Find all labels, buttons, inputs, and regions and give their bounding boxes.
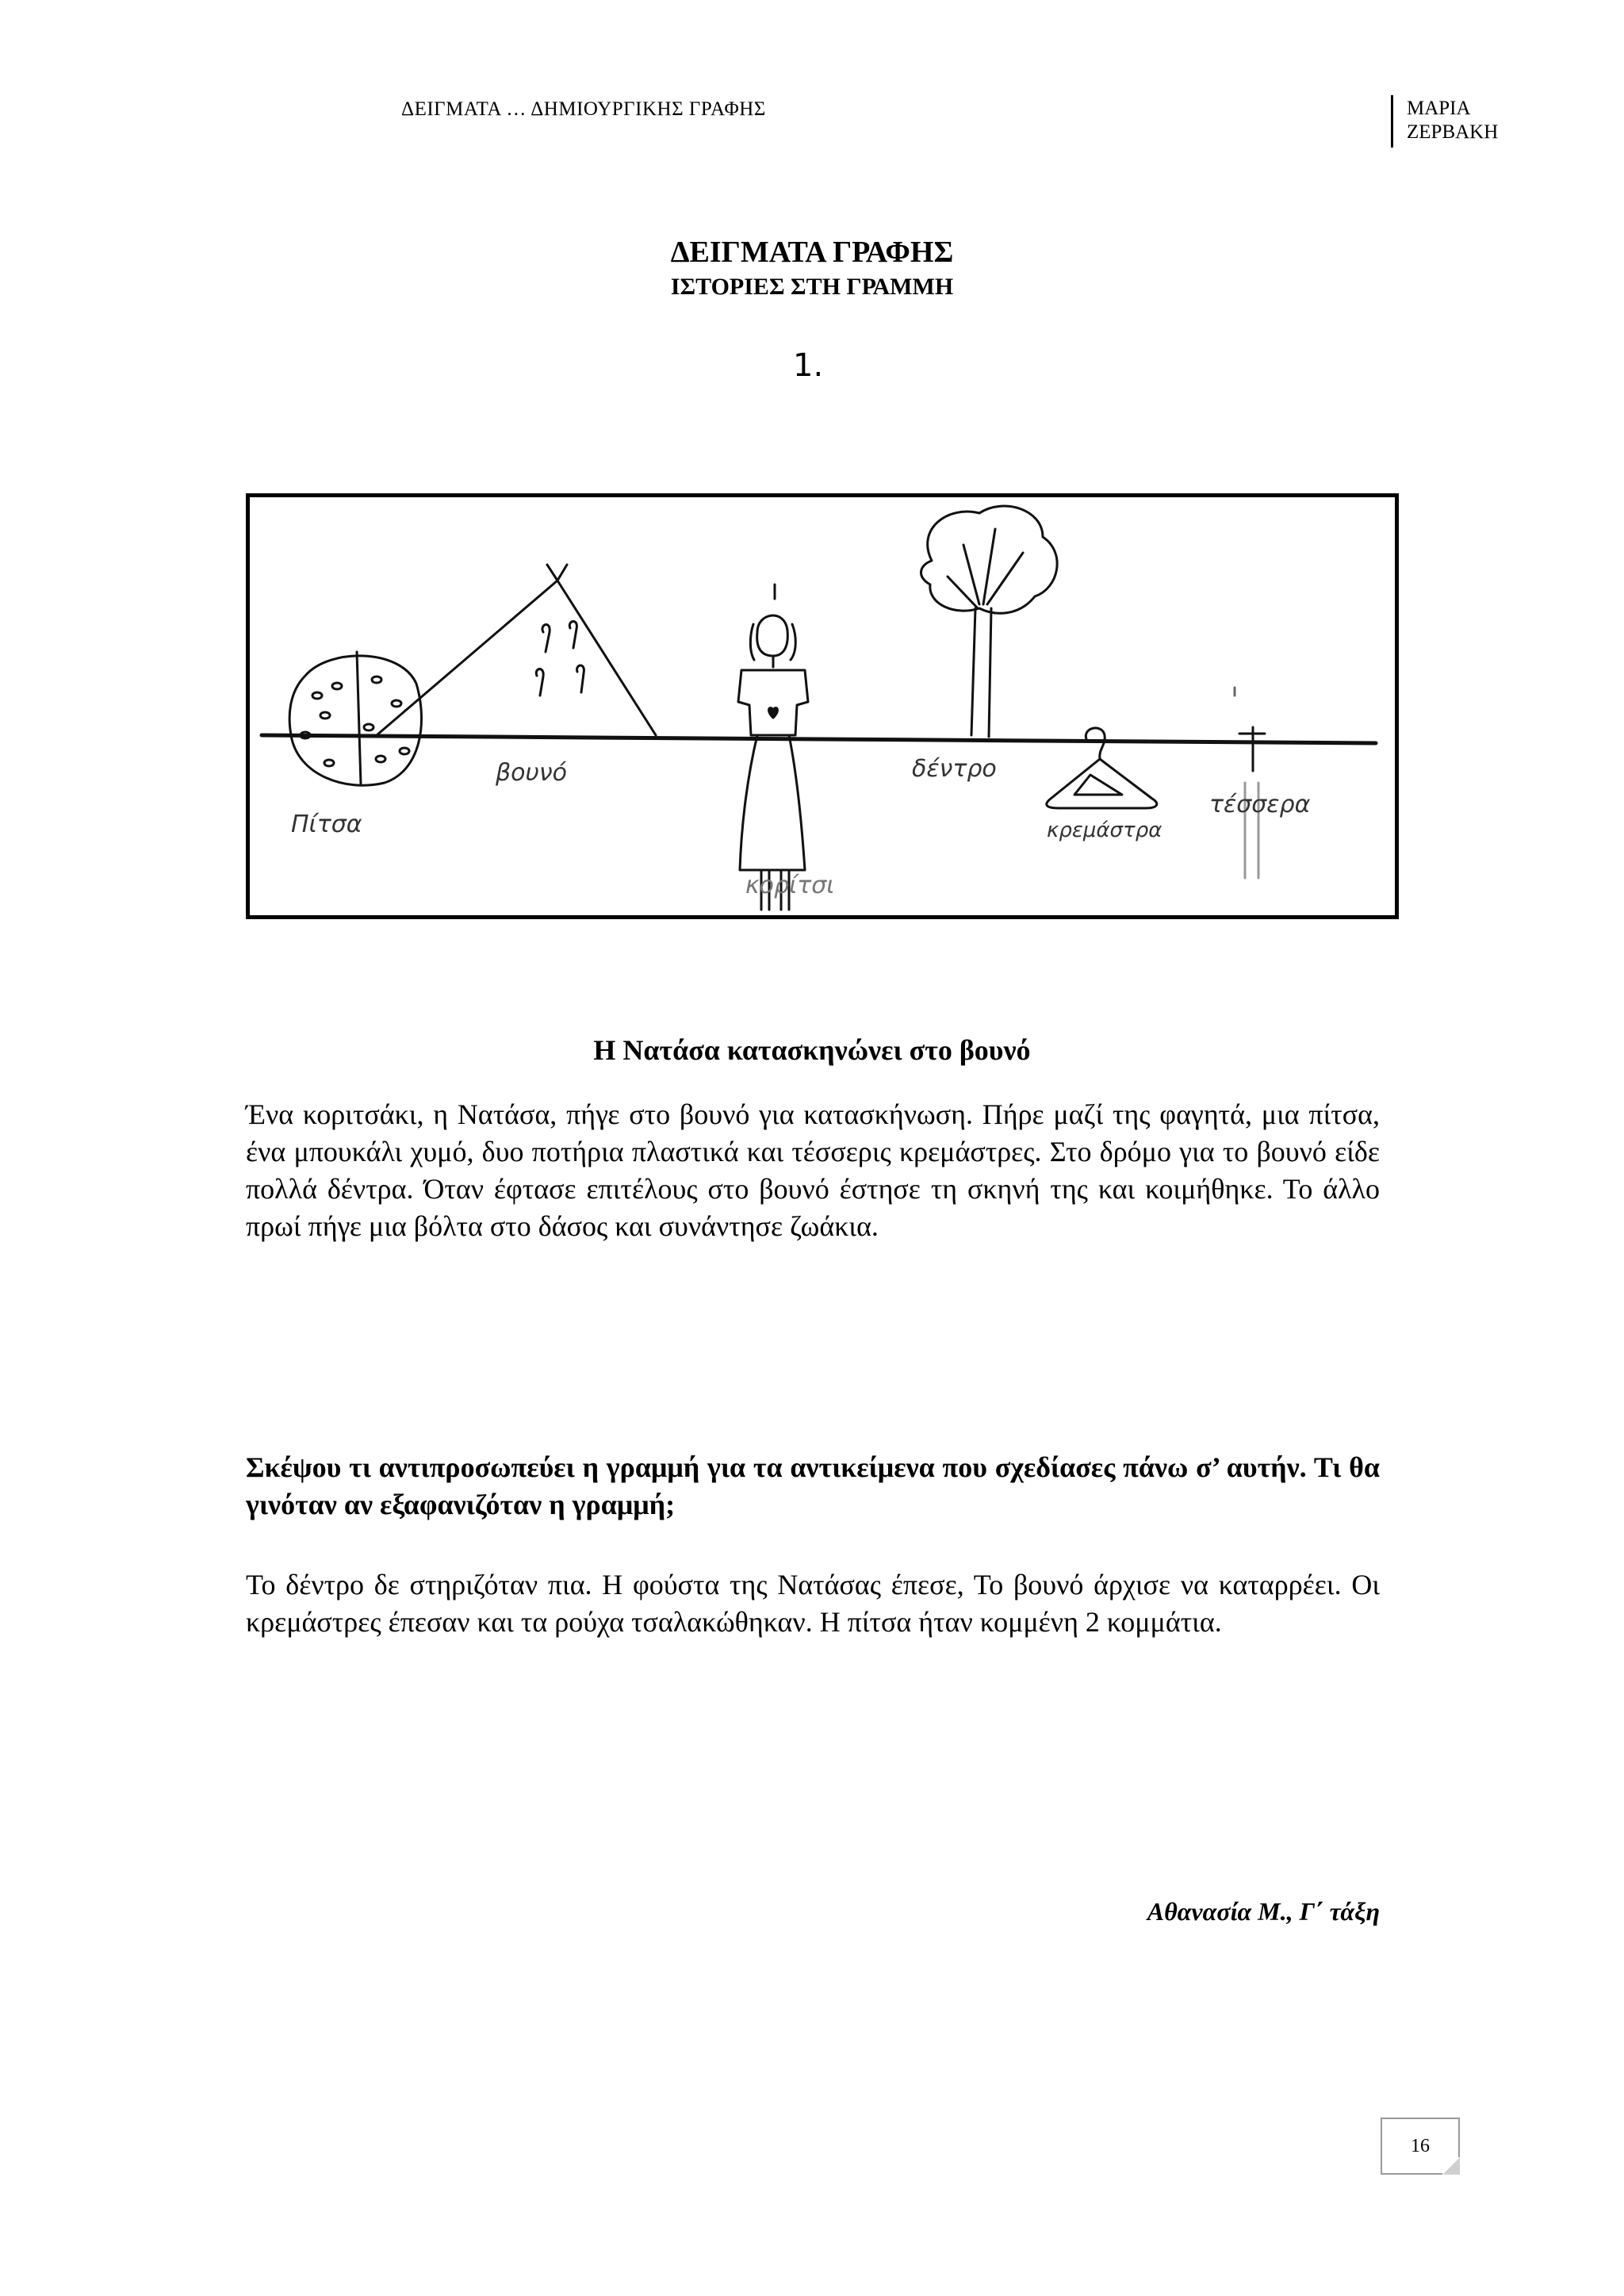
label-pizza: Πίτσα [291, 811, 362, 838]
label-girl: κορίτσι [745, 872, 835, 899]
answer-text: Το δέντρο δε στηριζόταν πια. Η φούστα της Νατάσας έπεσε, Το βουνό άρχισε να καταρρέει. Οι κρεμάστρες έπεσαν και τα ρούχα τσαλακώθηκαν. Η πίτσα ήταν κομμένη 2 κομμάτια. [246, 1569, 1380, 1638]
label-mountain: βουνό [496, 759, 567, 787]
student-signature: Αθανασία Μ., Γ΄ τάξη [1147, 1897, 1380, 1926]
running-header-author [1407, 97, 1498, 144]
girl-sketch [738, 585, 808, 910]
page-subtitle: ΙΣΤΟΡΙΕΣ ΣΤΗ ΓΡΑΜΜΗ [670, 274, 954, 300]
child-drawing [246, 493, 1399, 919]
label-four: τέσσερα [1209, 791, 1311, 818]
running-header-title: ΔΕΙΓΜΑΤΑ … ΔΗΜΙΟΥΡΓΙΚΗΣ ΓΡΑΦΗΣ [401, 98, 766, 120]
drawing-sketch [250, 497, 1395, 915]
story-text: Ένα κοριτσάκι, η Νατάσα, πήγε στο βουνό για κατασκήνωση. Πήρε μαζί της φαγητά, μια πίτσα, ένα μπουκάλι χυμό, δυο ποτήρια πλαστικά και τέσσερις κρεμάστρες. Στο δρόμο για το βουνό είδε πολλά δέντρα. Όταν έφτασε επιτέλους στο βουνό έστησε τη σκηνή της και κοιμήθηκε. Το άλλο πρωί πήγε μια βόλτα στο δάσος και συνάντησε ζωάκια. [246, 1098, 1380, 1242]
story-line [262, 735, 1376, 743]
label-hanger: κρεμάστρα [1047, 818, 1162, 842]
header-divider [1391, 95, 1393, 148]
story-title: Η Νατάσα κατασκηνώνει στο βουνό [593, 1034, 1031, 1066]
mountain-sketch [377, 565, 656, 735]
four-sketch [1235, 688, 1265, 878]
page-number: 16 [1411, 2136, 1430, 2156]
story-number: 1. [793, 347, 824, 384]
label-tree: δέντρο [912, 755, 997, 783]
page-title: ΔΕΙΓΜΑΤΑ ΓΡΑΦΗΣ [670, 236, 954, 269]
author-last-name: ΖΕΡΒΑΚΗ [1407, 121, 1499, 143]
author-first-name: ΜΑΡΙΑ [1407, 98, 1471, 119]
pizza-sketch [289, 652, 421, 785]
tree-sketch [921, 506, 1057, 737]
page-fold-icon [1442, 2157, 1460, 2175]
page-number-box [1381, 2118, 1460, 2175]
question-text: Σκέψου τι αντιπροσωπεύει η γραμμή για τα αντικείμενα που σχεδίασες πάνω σ’ αυτήν. Τι θα γινόταν αν εξαφανιζόταν η γραμμή; [246, 1451, 1380, 1520]
